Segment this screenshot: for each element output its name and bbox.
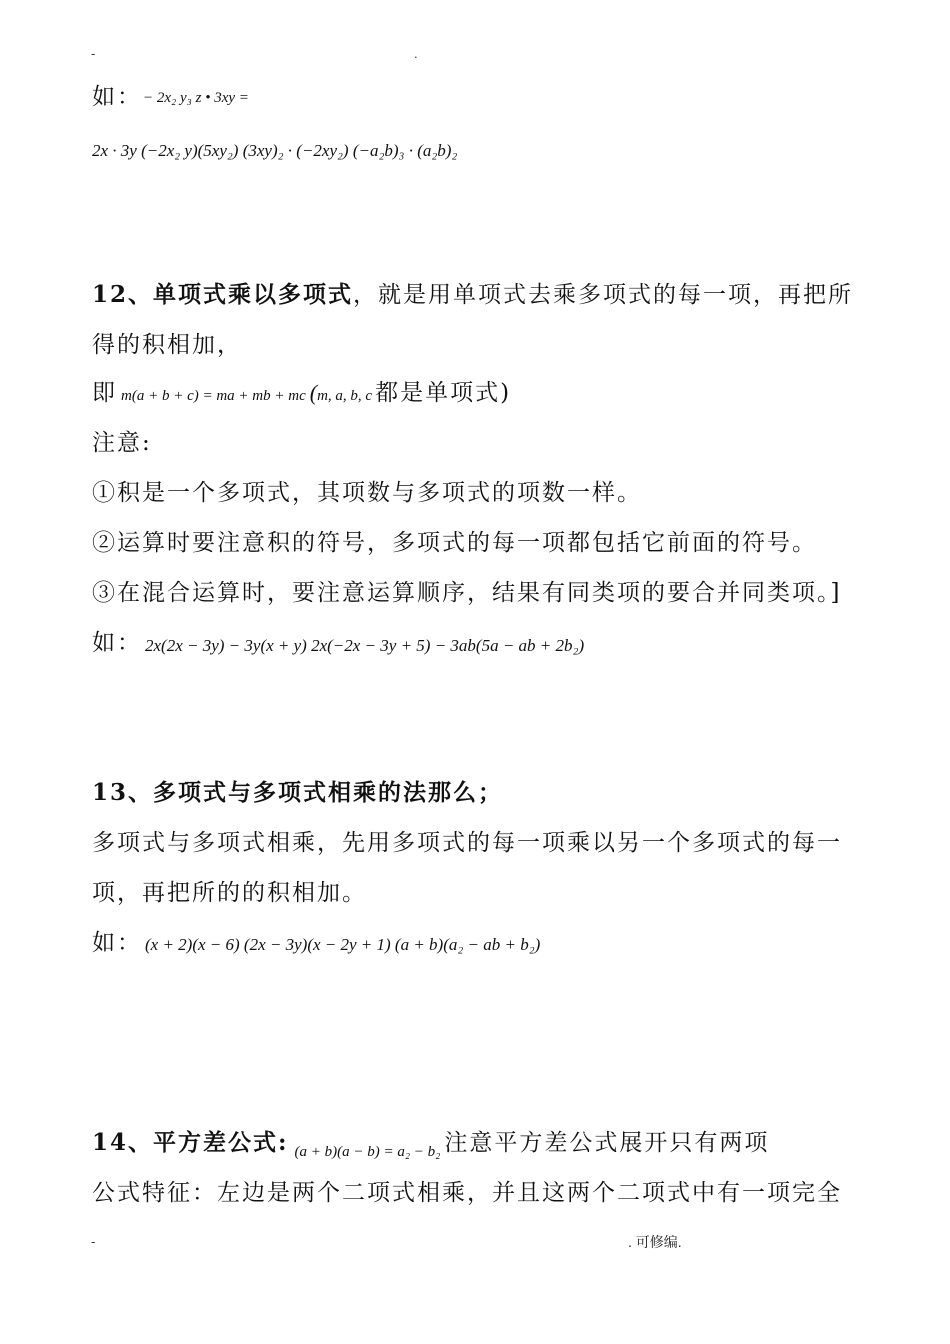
- section-13-title: 13、多项式与多项式相乘的法那么；: [92, 779, 504, 806]
- footer-left-mark: -: [91, 1234, 96, 1249]
- formula-paren-open: (: [309, 380, 318, 405]
- distributive-formula: m(a + b + c) = ma + mb + mc: [121, 388, 306, 404]
- section-12-example-expression: 2x(2x − 3y) − 3y(x + y) 2x(−2x − 3y + 5) − 3ab(5a − ab + 2b₂): [145, 636, 585, 655]
- formula-vars: m, a, b, c: [317, 388, 373, 404]
- section-14-line2: 公式特征：左边是两个二项式相乘，并且这两个二项式中有一项完全: [92, 1180, 842, 1206]
- formula-prefix: 即: [92, 380, 117, 406]
- section-14-heading: [92, 1124, 770, 1160]
- example-label-top: 如：: [92, 84, 142, 110]
- header-left-mark: -: [91, 46, 96, 61]
- header-right-mark: .: [414, 46, 418, 61]
- section-14-formula-note: 注意平方差公式展开只有两项: [444, 1130, 770, 1156]
- section-13-line1: 多项式与多项式相乘，先用多项式的每一项乘以另一个多项式的每一: [92, 830, 842, 856]
- difference-of-squares-formula: (a + b)(a − b) = a₂ − b₂: [294, 1144, 441, 1160]
- section-12-title: 12、单项式乘以多项式: [92, 281, 354, 308]
- section-14-title: 14、平方差公式:: [92, 1129, 289, 1156]
- note-label: 注意:: [92, 430, 152, 456]
- example-expression-list-top: 2x · 3y (−2x₂ y)(5xy₂) (3xy)₂ · (−2xy₂) (−a₂b)₃ · (a₂b)₂: [92, 141, 458, 160]
- note-point-1: ①积是一个多项式，其项数与多项式的项数一样。: [92, 480, 642, 506]
- section-13-line2: 项，再把所的的积相加。: [92, 880, 367, 906]
- section-12-heading: [92, 276, 853, 309]
- note-point-2: ②运算时要注意积的符号，多项式的每一项都包括它前面的符号。: [92, 530, 817, 556]
- section-12-line2: 得的积相加，: [92, 332, 242, 358]
- section-13-example-expression: (x + 2)(x − 6) (2x − 3y)(x − 2y + 1) (a + b)(a₂ − ab + b₂): [145, 935, 541, 954]
- section-13-example-label: 如：: [92, 930, 142, 956]
- section-12-title-rest: ，就是用单项式去乘多项式的每一项，再把所: [353, 282, 854, 308]
- section-12-example-label: 如：: [92, 630, 142, 656]
- example-expression-top: − 2x₂ y₃ z • 3xy =: [143, 90, 249, 106]
- section-12-formula-row: [92, 374, 511, 407]
- footer-editable-note: . 可修编.: [628, 1234, 682, 1250]
- note-point-3: ③在混合运算时，要注意运算顺序，结果有同类项的要合并同类项。]: [92, 580, 842, 606]
- formula-note: 都是单项式): [375, 380, 512, 406]
